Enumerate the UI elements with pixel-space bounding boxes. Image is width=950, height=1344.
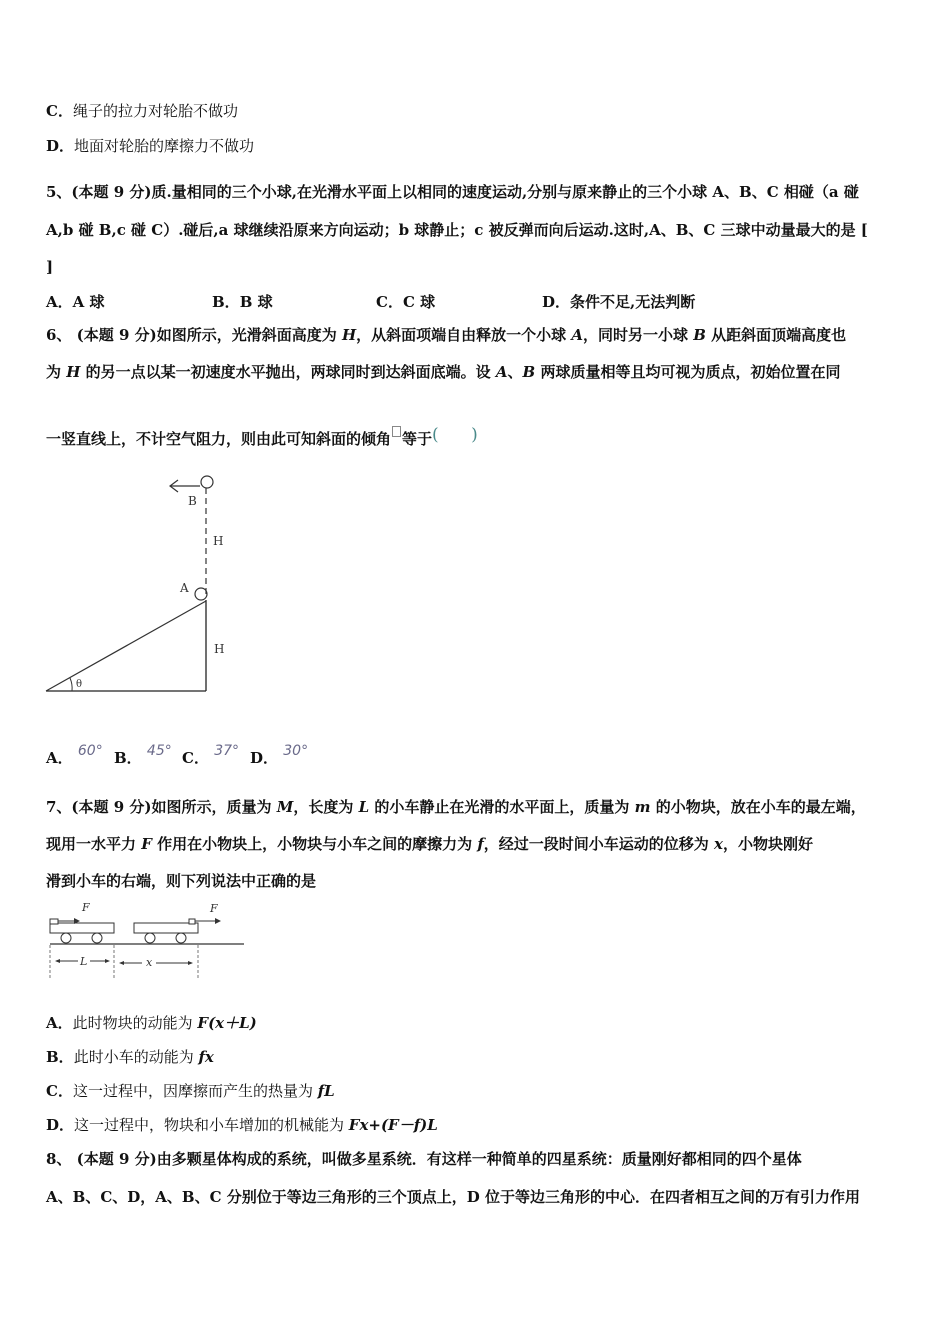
q6-option-a: A． 60° <box>46 743 103 767</box>
q7-option-b: B．此时小车的动能为 fx <box>46 1048 214 1066</box>
theta-label: θ <box>76 679 83 690</box>
label-h-top: H <box>213 534 224 548</box>
q5-option-b: B．B 球 <box>212 293 273 311</box>
dimension-x-label: x <box>146 956 153 969</box>
missing-symbol-icon <box>392 426 401 437</box>
q7-option-a: A．此时物块的动能为 F(x＋L) <box>46 1014 257 1032</box>
q6-options <box>46 743 346 769</box>
answer-blank: ( ) <box>432 425 478 445</box>
q7-option-d: D．这一过程中，物块和小车增加的机械能为 Fx+(F－f)L <box>46 1116 438 1134</box>
q5-option-d: D．条件不足,无法判断 <box>542 293 696 311</box>
q8-stem-line-2: A、B、C、D，A、B、C 分别位于等边三角形的三个顶点上，D 位于等边三角形的中心．在四者相互之间的万有引力作用 <box>46 1188 860 1206</box>
q7-cart-figure <box>44 898 254 983</box>
option-label: D． <box>46 137 75 155</box>
option-text: 绳子的拉力对轮胎不做功 <box>72 102 238 120</box>
ball-b-icon <box>201 476 213 488</box>
q6-stem-line-1: 6、 (本题 9 分)如图所示，光滑斜面高度为 H，从斜面项端自由释放一个小球 A，同时另一小球 B 从距斜面顶端高度也 <box>46 326 847 344</box>
force-label-right: F <box>210 902 218 915</box>
force-label-left: F <box>82 901 90 914</box>
q4-option-d <box>46 136 254 156</box>
q5-stem-line-3: ] <box>46 258 54 276</box>
q5-stem-line-2: A,b 碰 B,c 碰 C）.碰后,a 球继续沿原来方向运动；b 球静止；c 被反弹而向后运动.这时,A、B、C 三球中动量最大的是 [ <box>46 221 868 239</box>
q5-option-a: A．A 球 <box>46 293 105 311</box>
q7-stem-line-3: 滑到小车的右端，则下列说法中正确的是 <box>46 872 317 890</box>
q7-option-c: C．这一过程中，因摩擦而产生的热量为 fL <box>46 1082 335 1100</box>
q6-option-d: D． 30° <box>250 743 309 767</box>
q6-option-b: B． 45° <box>114 743 172 767</box>
option-text: 地面对轮胎的摩擦力不做功 <box>74 137 255 155</box>
q6-option-c: C． 37° <box>182 743 240 767</box>
q7-stem-line-2: 现用一水平力 F 作用在小物块上，小物块与小车之间的摩擦力为 f，经过一段时间小车运动的位移为 x，小物块刚好 <box>46 835 813 853</box>
label-b: B <box>188 494 197 508</box>
q7-stem-line-1: 7、(本题 9 分)如图所示，质量为 M，长度为 L 的小车静止在光滑的水平面上，质量为 m 的小物块，放在小车的最左端， <box>46 798 866 816</box>
dimension-l-label: L <box>80 955 88 968</box>
q6-stem-line-3: 一竖直线上，不计空气阻力，则由此可知斜面的倾角 等于( ) <box>46 425 478 448</box>
ball-a-icon <box>195 588 207 600</box>
label-a: A <box>180 581 189 595</box>
q5-options <box>46 291 906 311</box>
q8-stem-line-1: 8、 (本题 9 分)由多颗星体构成的系统，叫做多星系统．有这样一种简单的四星系统：质量刚好都相同的四个星体 <box>46 1150 802 1168</box>
option-label: C． <box>46 102 73 120</box>
label-h-bottom: H <box>214 642 225 656</box>
q5-option-c: C．C 球 <box>376 293 436 311</box>
q6-incline-figure <box>40 470 280 700</box>
q6-stem-line-2: 为 H 的另一点以某一初速度水平抛出，两球同时到达斜面底端。设 A、B 两球质量相等且均可视为质点，初始位置在同 <box>46 363 841 381</box>
q4-option-c <box>46 101 238 121</box>
q5-stem-line-1: 5、(本题 9 分)质.量相同的三个小球,在光滑水平面上以相同的速度运动,分别与原来静止的三个小球 A、B、C 相碰（a 碰 <box>46 183 859 201</box>
